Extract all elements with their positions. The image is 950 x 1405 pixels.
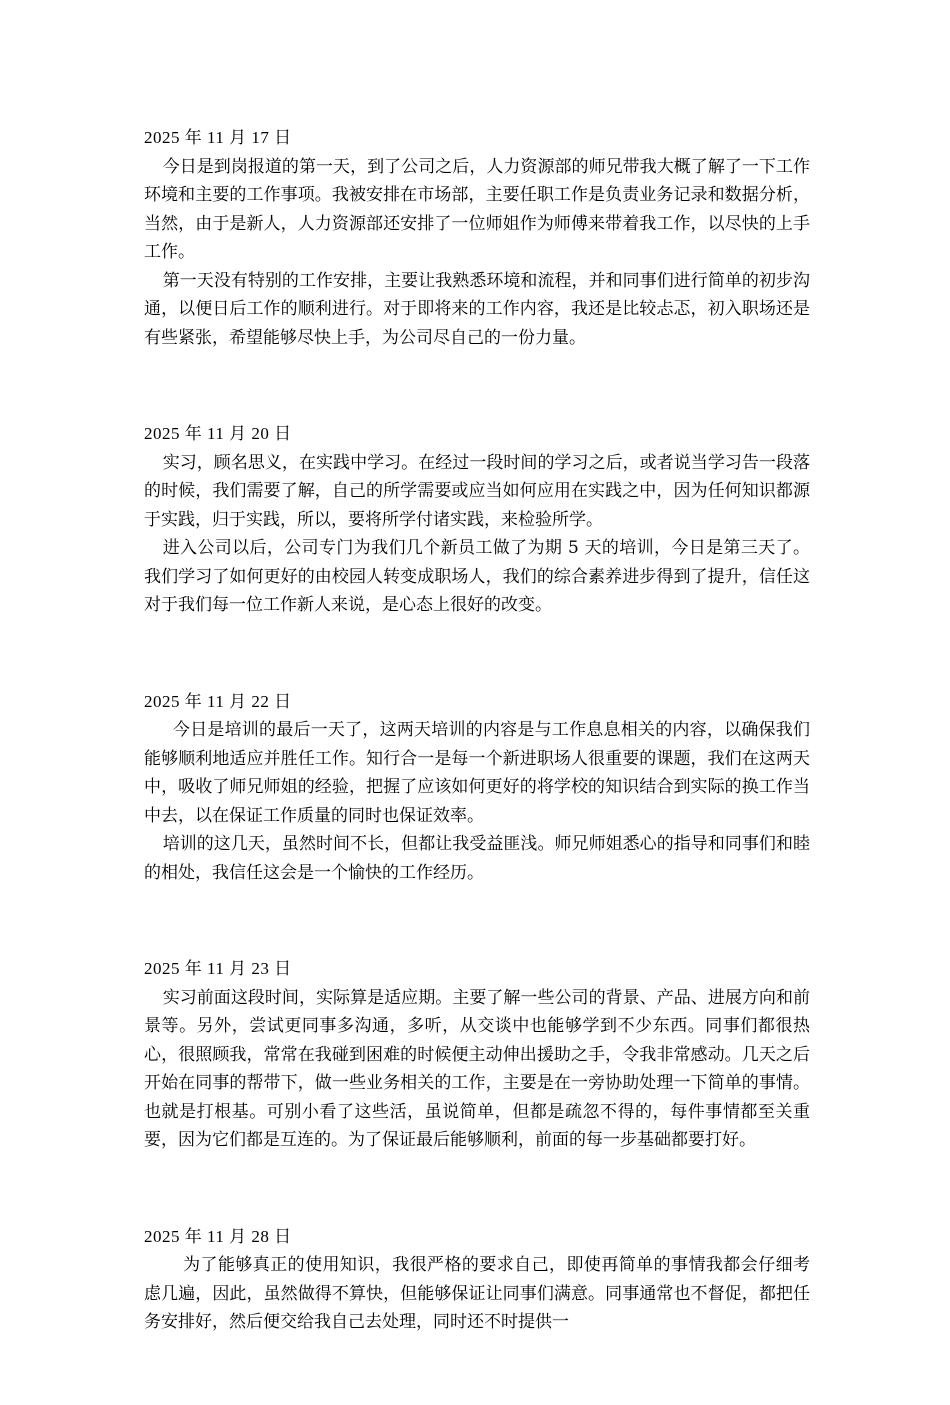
diary-entry — [144, 955, 810, 1155]
entry-date: 2025 年 11 月 22 日 — [144, 691, 292, 711]
diary-entry — [144, 1223, 810, 1337]
entry-date: 2025 年 11 月 20 日 — [144, 424, 292, 443]
entry-paragraph: 实习前面这段时间，实际算是适应期。主要了解一些公司的背景、产品、进展方向和前景等。另外，尝试更同事多沟通，多听，从交谈中也能够学到不少东西。同事们都很热心，很照顾我，常常在我碰到困难的时候便主动伸出援助之手，令我非常感动。几天之后开始在同事的帮带下，做一些业务相关的工作，主要是在一旁协助处理一下简单的事情。也就是打根基。可别小看了这些活，虽说简单，但都是疏忽不得的，每件事情都至关重要，因为它们都是互连的。为了保证最后能够顺利，前面的每一步基础都要打好。 — [144, 987, 810, 1150]
document-page — [144, 124, 810, 1405]
entry-date: 2025 年 11 月 23 日 — [144, 959, 292, 978]
entry-date: 2025 年 11 月 28 日 — [144, 1226, 292, 1246]
diary-entry — [144, 420, 810, 620]
entry-paragraph: 第一天没有特别的工作安排，主要让我熟悉环境和流程，并和同事们进行简单的初步沟通，以便日后工作的顺利进行。对于即将来的工作内容，我还是比较忐忑，初入职场还是有些紧张，希望能够尽快上手，为公司尽自己的一份力量。 — [144, 270, 810, 348]
entry-paragraph: 今日是培训的最后一天了，这两天培训的内容是与工作息息相关的内容，以确保我们能够顺利地适应并胜任工作。知行合一是每一个新进职场人很重要的课题，我们在这两天中，吸收了师兄师姐的经验，把握了应该如何更好的将学校的知识结合到实际的换工作当中去，以在保证工作质量的同时也保证效率。 — [144, 720, 810, 826]
diary-entry — [144, 124, 810, 352]
entry-paragraph: 进入公司以后，公司专门为我们几个新员工做了为期 5 天的培训，今日是第三天了。我们学习了如何更好的由校园人转变成职场人，我们的综合素养进步得到了提升，信任这对于我们每一位工作新人来说，是心态上很好的改变。 — [144, 538, 810, 615]
entry-paragraph: 实习，顾名思义，在实践中学习。在经过一段时间的学习之后，或者说当学习告一段落的时候，我们需要了解，自己的所学需要或应当如何应用在实践之中，因为任何知识都源于实践，归于实践，所以，要将所学付诸实践，来检验所学。 — [144, 452, 810, 530]
entry-paragraph: 为了能够真正的使用知识，我很严格的要求自己，即使再简单的事情我都会仔细考虑几遍，因此，虽然做得不算快，但能够保证让同事们满意。同事通常也不督促，都把任务安排好，然后便交给我自己去处理，同时还不时提供一 — [144, 1255, 810, 1332]
diary-entry — [144, 688, 810, 888]
entry-paragraph: 今日是到岗报道的第一天，到了公司之后，人力资源部的师兄带我大概了解了一下工作环境和主要的工作事项。我被安排在市场部，主要任职工作是负责业务记录和数据分析，当然，由于是新人，人力资源部还安排了一位师姐作为师傅来带着我工作，以尽快的上手工作。 — [144, 156, 810, 262]
entry-date: 2025 年 11 月 17 日 — [144, 128, 292, 147]
entry-paragraph: 培训的这几天，虽然时间不长，但都让我受益匪浅。师兄师姐悉心的指导和同事们和睦的相处，我信任这会是一个愉快的工作经历。 — [144, 834, 810, 883]
